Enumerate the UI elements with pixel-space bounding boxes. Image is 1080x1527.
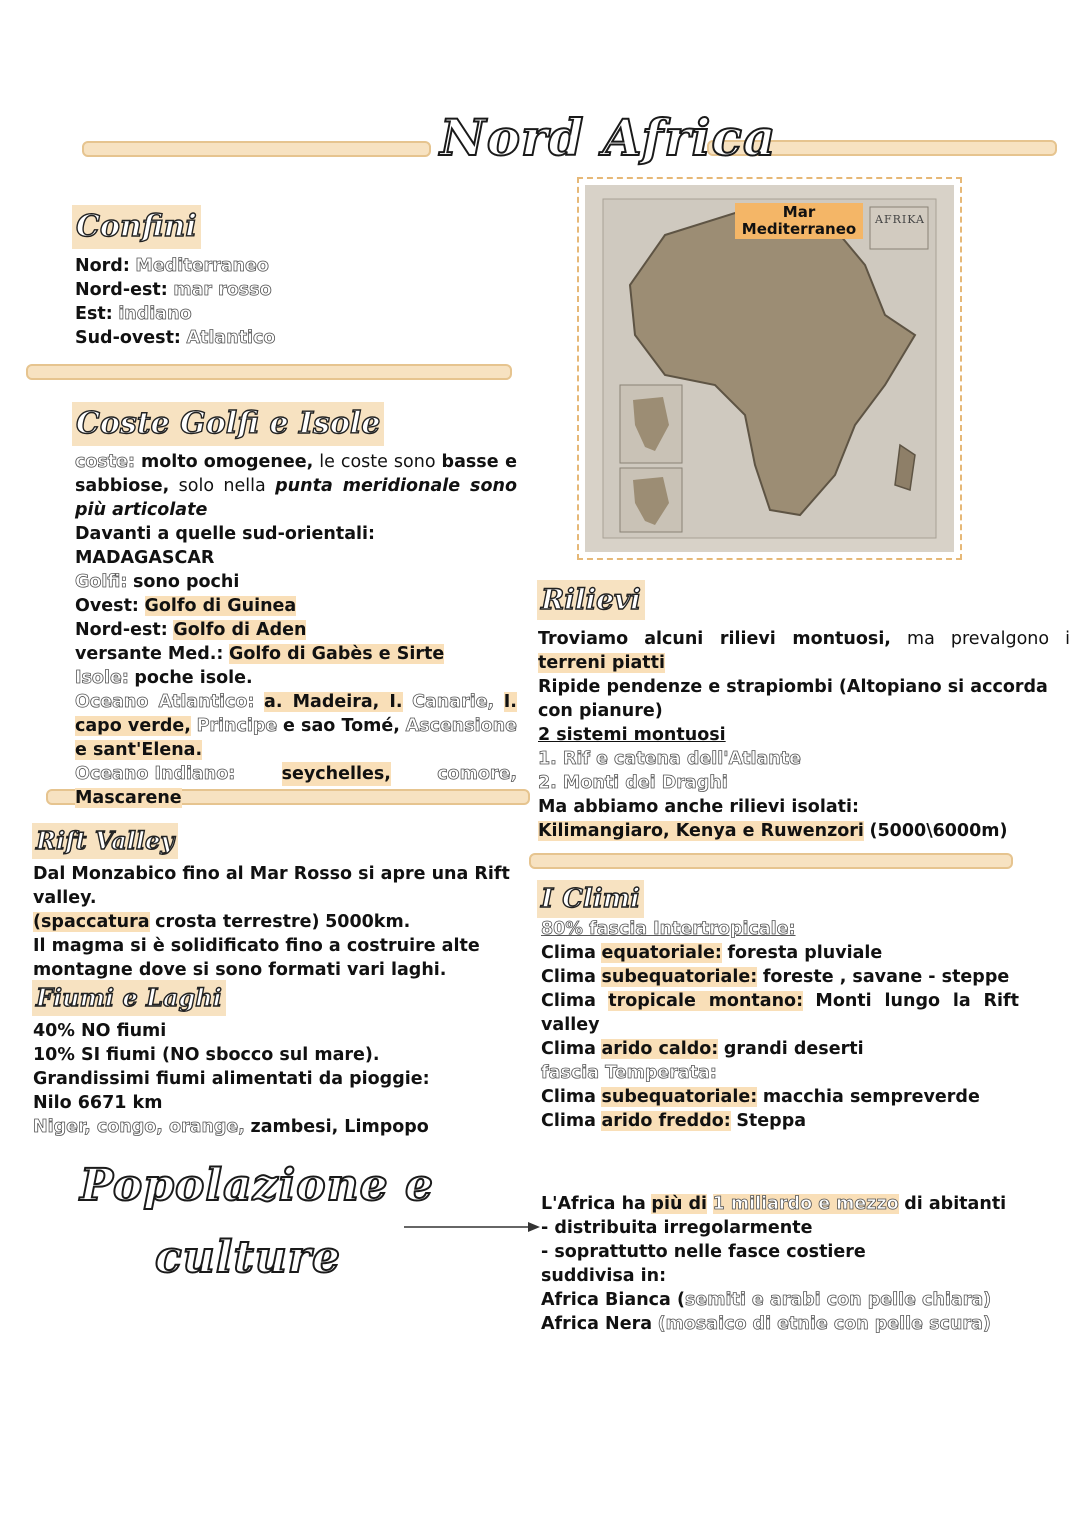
fiumi-p1: 40% NO fiumi bbox=[33, 1021, 167, 1041]
climi-intro: 80% fascia Intertropicale: bbox=[541, 919, 796, 939]
confini-item: Nord: Mediterraneo bbox=[75, 256, 269, 276]
map-image bbox=[585, 185, 954, 552]
indiano-line-2: Mascarene bbox=[75, 788, 182, 808]
pop-p3: - soprattutto nelle fasce costiere bbox=[541, 1242, 866, 1262]
indiano-line: Oceano Indiano: seychelles, comore, bbox=[75, 764, 517, 784]
pop-p1: L'Africa ha più di 1 miliardo e mezzo di abitanti bbox=[541, 1194, 1007, 1214]
climi-temperata: fascia Temperata: bbox=[541, 1063, 717, 1083]
fiumi-heading: Fiumi e Laghi bbox=[32, 980, 226, 1016]
coste-paragraph: coste: molto omogenee, le coste sono basse e sabbiose, solo nella punta meridionale sono più articolate bbox=[75, 452, 517, 520]
pop-p4: suddivisa in: bbox=[541, 1266, 667, 1286]
rift-p3: Il magma si è solidificato fino a costruire alte montagne dove si sono formati vari laghi. bbox=[33, 936, 480, 980]
rilievi-draghi: 2. Monti dei Draghi bbox=[538, 773, 728, 793]
arrow-right-icon bbox=[402, 1220, 542, 1234]
clima-subequatoriale: Clima subequatoriale: foreste , savane - steppe bbox=[541, 967, 1010, 987]
clima-subequatoriale-2: Clima subequatoriale: macchia sempreverde bbox=[541, 1087, 980, 1107]
clima-arido-caldo: Clima arido caldo: grandi deserti bbox=[541, 1039, 864, 1059]
popolazione-heading: Popolazione e bbox=[80, 1160, 434, 1211]
ovest-line: Ovest: Golfo di Guinea bbox=[75, 596, 297, 616]
atlantico-line: Oceano Atlantico: a. Madeira, I. Canarie, I. capo verde, Principe e sao Tomé, Ascensione e sant'Elena. bbox=[75, 692, 517, 760]
divider-bar bbox=[529, 853, 1013, 869]
map-title-text: AFRIKA bbox=[875, 213, 925, 226]
coste-madagascar: Davanti a quelle sud-orientali: MADAGASCAR bbox=[75, 524, 375, 568]
pop-p2: - distribuita irregolarmente bbox=[541, 1218, 813, 1238]
coste-heading: Coste Golfi e Isole bbox=[72, 402, 384, 446]
pop-p6: Africa Nera (mosaico di etnie con pelle scura) bbox=[541, 1314, 991, 1334]
page-title: Nord Africa bbox=[440, 108, 777, 167]
culture-heading: culture bbox=[155, 1232, 341, 1283]
rilievi-paragraph: Troviamo alcuni rilievi montuosi, ma prevalgono i terreni piatti bbox=[538, 629, 1070, 673]
rift-p1: Dal Monzabico fino al Mar Rosso si apre una Rift valley. bbox=[33, 864, 510, 908]
climi-heading: I Climi bbox=[537, 880, 644, 918]
map-label-mediterraneo: Mar Mediterraneo bbox=[735, 203, 863, 239]
confini-list bbox=[75, 254, 495, 350]
rilievi-pendenze: Ripide pendenze e strapiombi (Altopiano si accorda con pianure) bbox=[538, 677, 1048, 721]
fiumi-p4: Nilo 6671 km bbox=[33, 1093, 163, 1113]
africa-shape-icon bbox=[585, 185, 954, 552]
africa-relief-map bbox=[577, 177, 962, 560]
rift-p2: (spaccatura crosta terrestre) 5000km. bbox=[33, 912, 411, 932]
rilievi-rif: 1. Rif e catena dell'Atlante bbox=[538, 749, 801, 769]
confini-item: Sud-ovest: Atlantico bbox=[75, 328, 276, 348]
fiumi-body bbox=[33, 1019, 513, 1139]
nordest-line: Nord-est: Golfo di Aden bbox=[75, 620, 307, 640]
rift-heading: Rift Valley bbox=[32, 823, 178, 859]
clima-tropicale: Clima tropicale montano: Monti lungo la Rift valley bbox=[541, 991, 1019, 1035]
popolazione-body bbox=[541, 1192, 1021, 1336]
med-line: versante Med.: Golfo di Gabès e Sirte bbox=[75, 644, 445, 664]
clima-equatoriale: Clima equatoriale: foresta pluviale bbox=[541, 943, 883, 963]
rilievi-body bbox=[538, 627, 1070, 843]
fiumi-p2: 10% SI fiumi (NO sbocco sul mare). bbox=[33, 1045, 380, 1065]
fiumi-p5: Niger, congo, orange, zambesi, Limpopo bbox=[33, 1117, 429, 1137]
confini-heading: Confini bbox=[72, 205, 201, 249]
pop-p5: Africa Bianca (semiti e arabi con pelle chiara) bbox=[541, 1290, 992, 1310]
rilievi-kilimangiaro: Kilimangiaro, Kenya e Ruwenzori (5000\6000m) bbox=[538, 821, 1008, 841]
divider-bar bbox=[82, 141, 431, 157]
coste-body bbox=[75, 450, 517, 810]
confini-item: Est: indiano bbox=[75, 304, 192, 324]
rilievi-heading: Rilievi bbox=[537, 580, 645, 620]
confini-item: Nord-est: mar rosso bbox=[75, 280, 272, 300]
isole-line: Isole: poche isole. bbox=[75, 668, 253, 688]
clima-arido-freddo: Clima arido freddo: Steppa bbox=[541, 1111, 807, 1131]
rilievi-sistemi: 2 sistemi montuosi bbox=[538, 725, 726, 745]
golfi-line: Golfi: sono pochi bbox=[75, 572, 240, 592]
fiumi-p3: Grandissimi fiumi alimentati da pioggie: bbox=[33, 1069, 430, 1089]
divider-bar bbox=[26, 364, 512, 380]
climi-body bbox=[541, 917, 1019, 1133]
rilievi-isolati: Ma abbiamo anche rilievi isolati: bbox=[538, 797, 859, 817]
rift-body bbox=[33, 862, 527, 982]
